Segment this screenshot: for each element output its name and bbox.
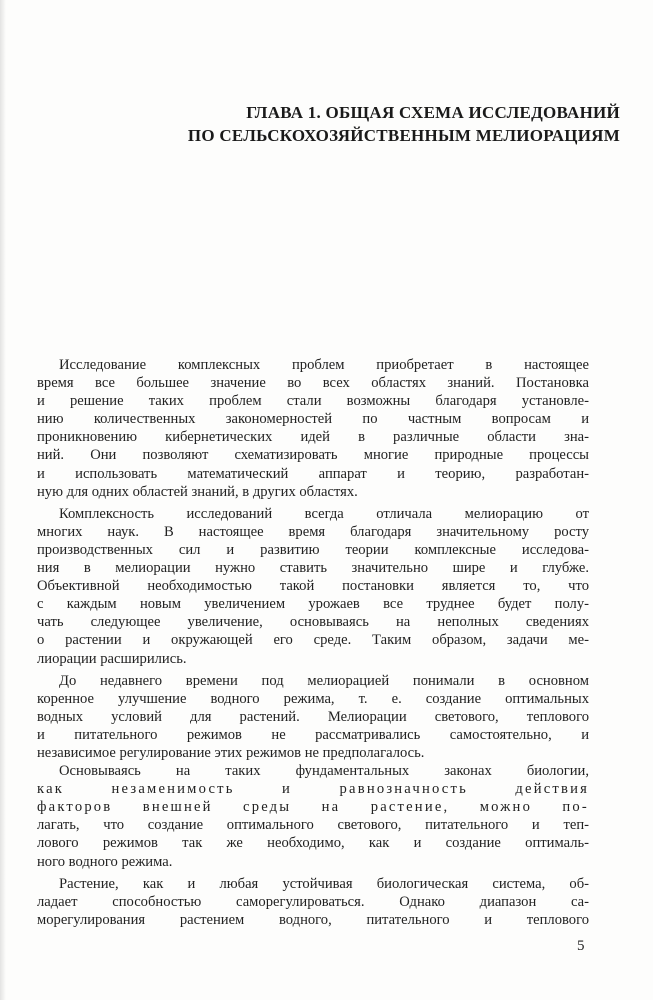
paragraph-1 <box>37 356 589 501</box>
text-line: ладает способностью саморегулироваться. Однако диапазон са- <box>37 893 589 910</box>
text-line: морегулирования растением водного, питательного и теплового <box>37 911 589 928</box>
text-line: проникновению кибернетических идей в различные области зна- <box>37 429 589 446</box>
chapter-title-line-1: ГЛАВА 1. ОБЩАЯ СХЕМА ИССЛЕДОВАНИЙ <box>246 103 620 122</box>
text-line: и питательного режимов не рассматривались самостоятельно, и <box>37 726 589 743</box>
text-line: До недавнего времени под мелиорацией понимали в основном <box>59 672 589 689</box>
chapter-title <box>110 101 620 147</box>
paragraph-2 <box>37 505 589 668</box>
text-line: коренное улучшение водного режима, т. е. создание оптимальных <box>37 690 589 707</box>
paragraph-4 <box>37 762 589 871</box>
text-line: водных условий для растений. Мелиорации светового, теплового <box>37 708 589 725</box>
text-line: лагать, что создание оптимального светового, питательного и теп- <box>37 817 589 834</box>
text-line: независимое регулирование этих режимов не предполагалось. <box>37 744 425 761</box>
text-line: Основываясь на таких фундаментальных законах биологии, <box>59 763 589 780</box>
page-number: 5 <box>577 938 585 954</box>
text-line: Объективной необходимостью такой постановки является то, что <box>37 578 589 595</box>
text-line: и использовать математический аппарат и теорию, разработан- <box>37 465 589 482</box>
text-line: Исследование комплексных проблем приобретает в настоящее <box>59 357 589 373</box>
text-line: Растение, как и любая устойчивая биологическая система, об- <box>59 875 589 892</box>
text-line: нию количественных закономерностей по частным вопросам и <box>37 411 589 428</box>
paragraph-5 <box>37 875 589 929</box>
text-line: с каждым новым увеличением урожаев все труднее будет полу- <box>37 596 589 613</box>
text-line: ния в мелиорации нужно ставить значительно шире и глубже. <box>37 560 589 577</box>
text-line: о растении и окружающей его среде. Таким образом, задачи ме- <box>37 632 589 649</box>
text-line: время все большее значение во всех областях знаний. Постановка <box>37 375 589 392</box>
body-text <box>37 356 589 929</box>
text-line: и решение таких проблем стали возможны благодаря установле- <box>37 393 589 410</box>
text-line: лового режимов так же необходимо, как и создание оптималь- <box>37 835 589 852</box>
text-line: Комплексность исследований всегда отличала мелиорацию от <box>59 505 589 522</box>
text-line-spaced: факторов внешней среды на растение, можно по- <box>37 799 589 816</box>
text-line-spaced: как незаменимость и равнозначность действия <box>37 781 589 798</box>
chapter-title-line-2: ПО СЕЛЬСКОХОЗЯЙСТВЕННЫМ МЕЛИОРАЦИЯМ <box>187 126 620 145</box>
text-line: ний. Они позволяют схематизировать многие природные процессы <box>37 447 589 464</box>
text-line: лиорации расширились. <box>37 650 187 667</box>
text-line: производственных сил и развитию теории комплексные исследова- <box>37 541 589 558</box>
text-line: ного водного режима. <box>37 853 173 870</box>
text-line: ную для одних областей знаний, в других областях. <box>37 483 358 500</box>
page-edge-shadow <box>0 0 6 1000</box>
text-line: многих наук. В настоящее время благодаря значительному росту <box>37 523 589 540</box>
paragraph-3 <box>37 672 589 762</box>
text-line: чать следующее увеличение, основываясь на неполных сведениях <box>37 614 589 631</box>
